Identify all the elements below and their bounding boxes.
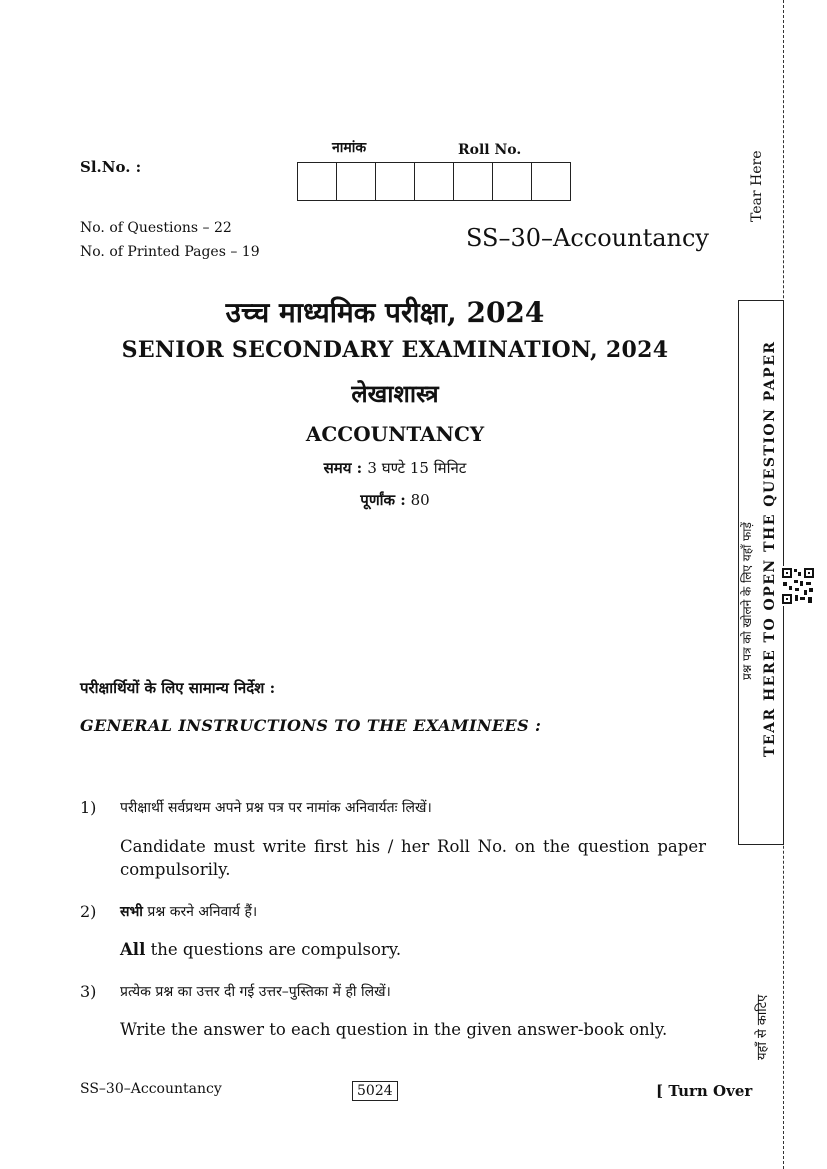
instruction-number: 2) [80,902,97,921]
subject-hindi: लेखाशास्त्र [351,379,439,408]
time-value: 3 घण्टे 15 मिनिट [367,459,467,477]
instruction-english: Write the answer to each question in the given answer-book only. [120,1020,668,1039]
instruction-english [120,938,706,961]
instruction-bold: सभी [120,904,143,920]
instruction-hindi: परीक्षार्थी सर्वप्रथम अपने प्रश्न पत्र पर नामांक अनिवार्यतः लिखें। [120,800,432,816]
instruction-text: प्रश्न करने अनिवार्य हैं। [142,904,258,920]
tear-here-label: Tear Here [749,150,765,222]
exam-title-english: SENIOR SECONDARY EXAMINATION, 2024 [121,337,669,363]
time-label: समय : [323,459,363,477]
qr-code-icon [780,566,816,606]
turn-over-label: [ Turn Over [656,1082,753,1100]
instruction-number: 1) [80,798,97,817]
instruction-bold: All [120,940,146,959]
number-of-pages: No. of Printed Pages – 19 [80,244,260,260]
instruction-hindi: प्रत्येक प्रश्न का उत्तर दी गई उत्तर–पुस्तिका में ही लिखें। [120,984,391,1000]
cut-here-hindi: यहाँ से काटिए [755,994,770,1060]
roll-number-boxes[interactable] [297,162,571,201]
instructions-heading-hindi: परीक्षार्थियों के लिए सामान्य निर्देश : [80,679,276,697]
roll-label-english: Roll No. [458,142,522,158]
footer-paper-code: SS–30–Accountancy [80,1081,222,1097]
number-of-questions: No. of Questions – 22 [80,220,232,236]
instruction-english: Candidate must write first his / her Roll No. on the question paper compulsorily. [120,837,706,879]
tear-open-english: TEAR HERE TO OPEN THE QUESTION PAPER [762,340,778,757]
marks-label: पूर्णांक : [360,491,406,509]
max-marks [0,490,790,510]
roll-box[interactable] [415,163,454,200]
exam-title-hindi: उच्च माध्यमिक परीक्षा, 2024 [225,296,545,329]
time-allowed [0,458,790,478]
marks-value: 80 [410,491,430,509]
serial-number-label: Sl.No. : [80,158,142,176]
paper-code: SS–30–Accountancy [466,224,709,252]
roll-label-hindi: नामांक [332,140,367,156]
instruction-hindi [120,902,257,921]
roll-box[interactable] [337,163,376,200]
tear-open-hindi: प्रश्न पत्र को खोलने के लिए यहाँ फाड़ें [740,522,754,680]
subject-english: ACCOUNTANCY [305,422,485,446]
roll-box[interactable] [454,163,493,200]
roll-box[interactable] [493,163,532,200]
instruction-text: the questions are compulsory. [145,940,402,959]
roll-box[interactable] [532,163,571,200]
footer-page-code: 5024 [352,1081,398,1101]
instructions-heading-english: GENERAL INSTRUCTIONS TO THE EXAMINEES : [80,716,542,735]
roll-box[interactable] [376,163,415,200]
roll-box[interactable] [298,163,337,200]
instruction-number: 3) [80,982,97,1001]
